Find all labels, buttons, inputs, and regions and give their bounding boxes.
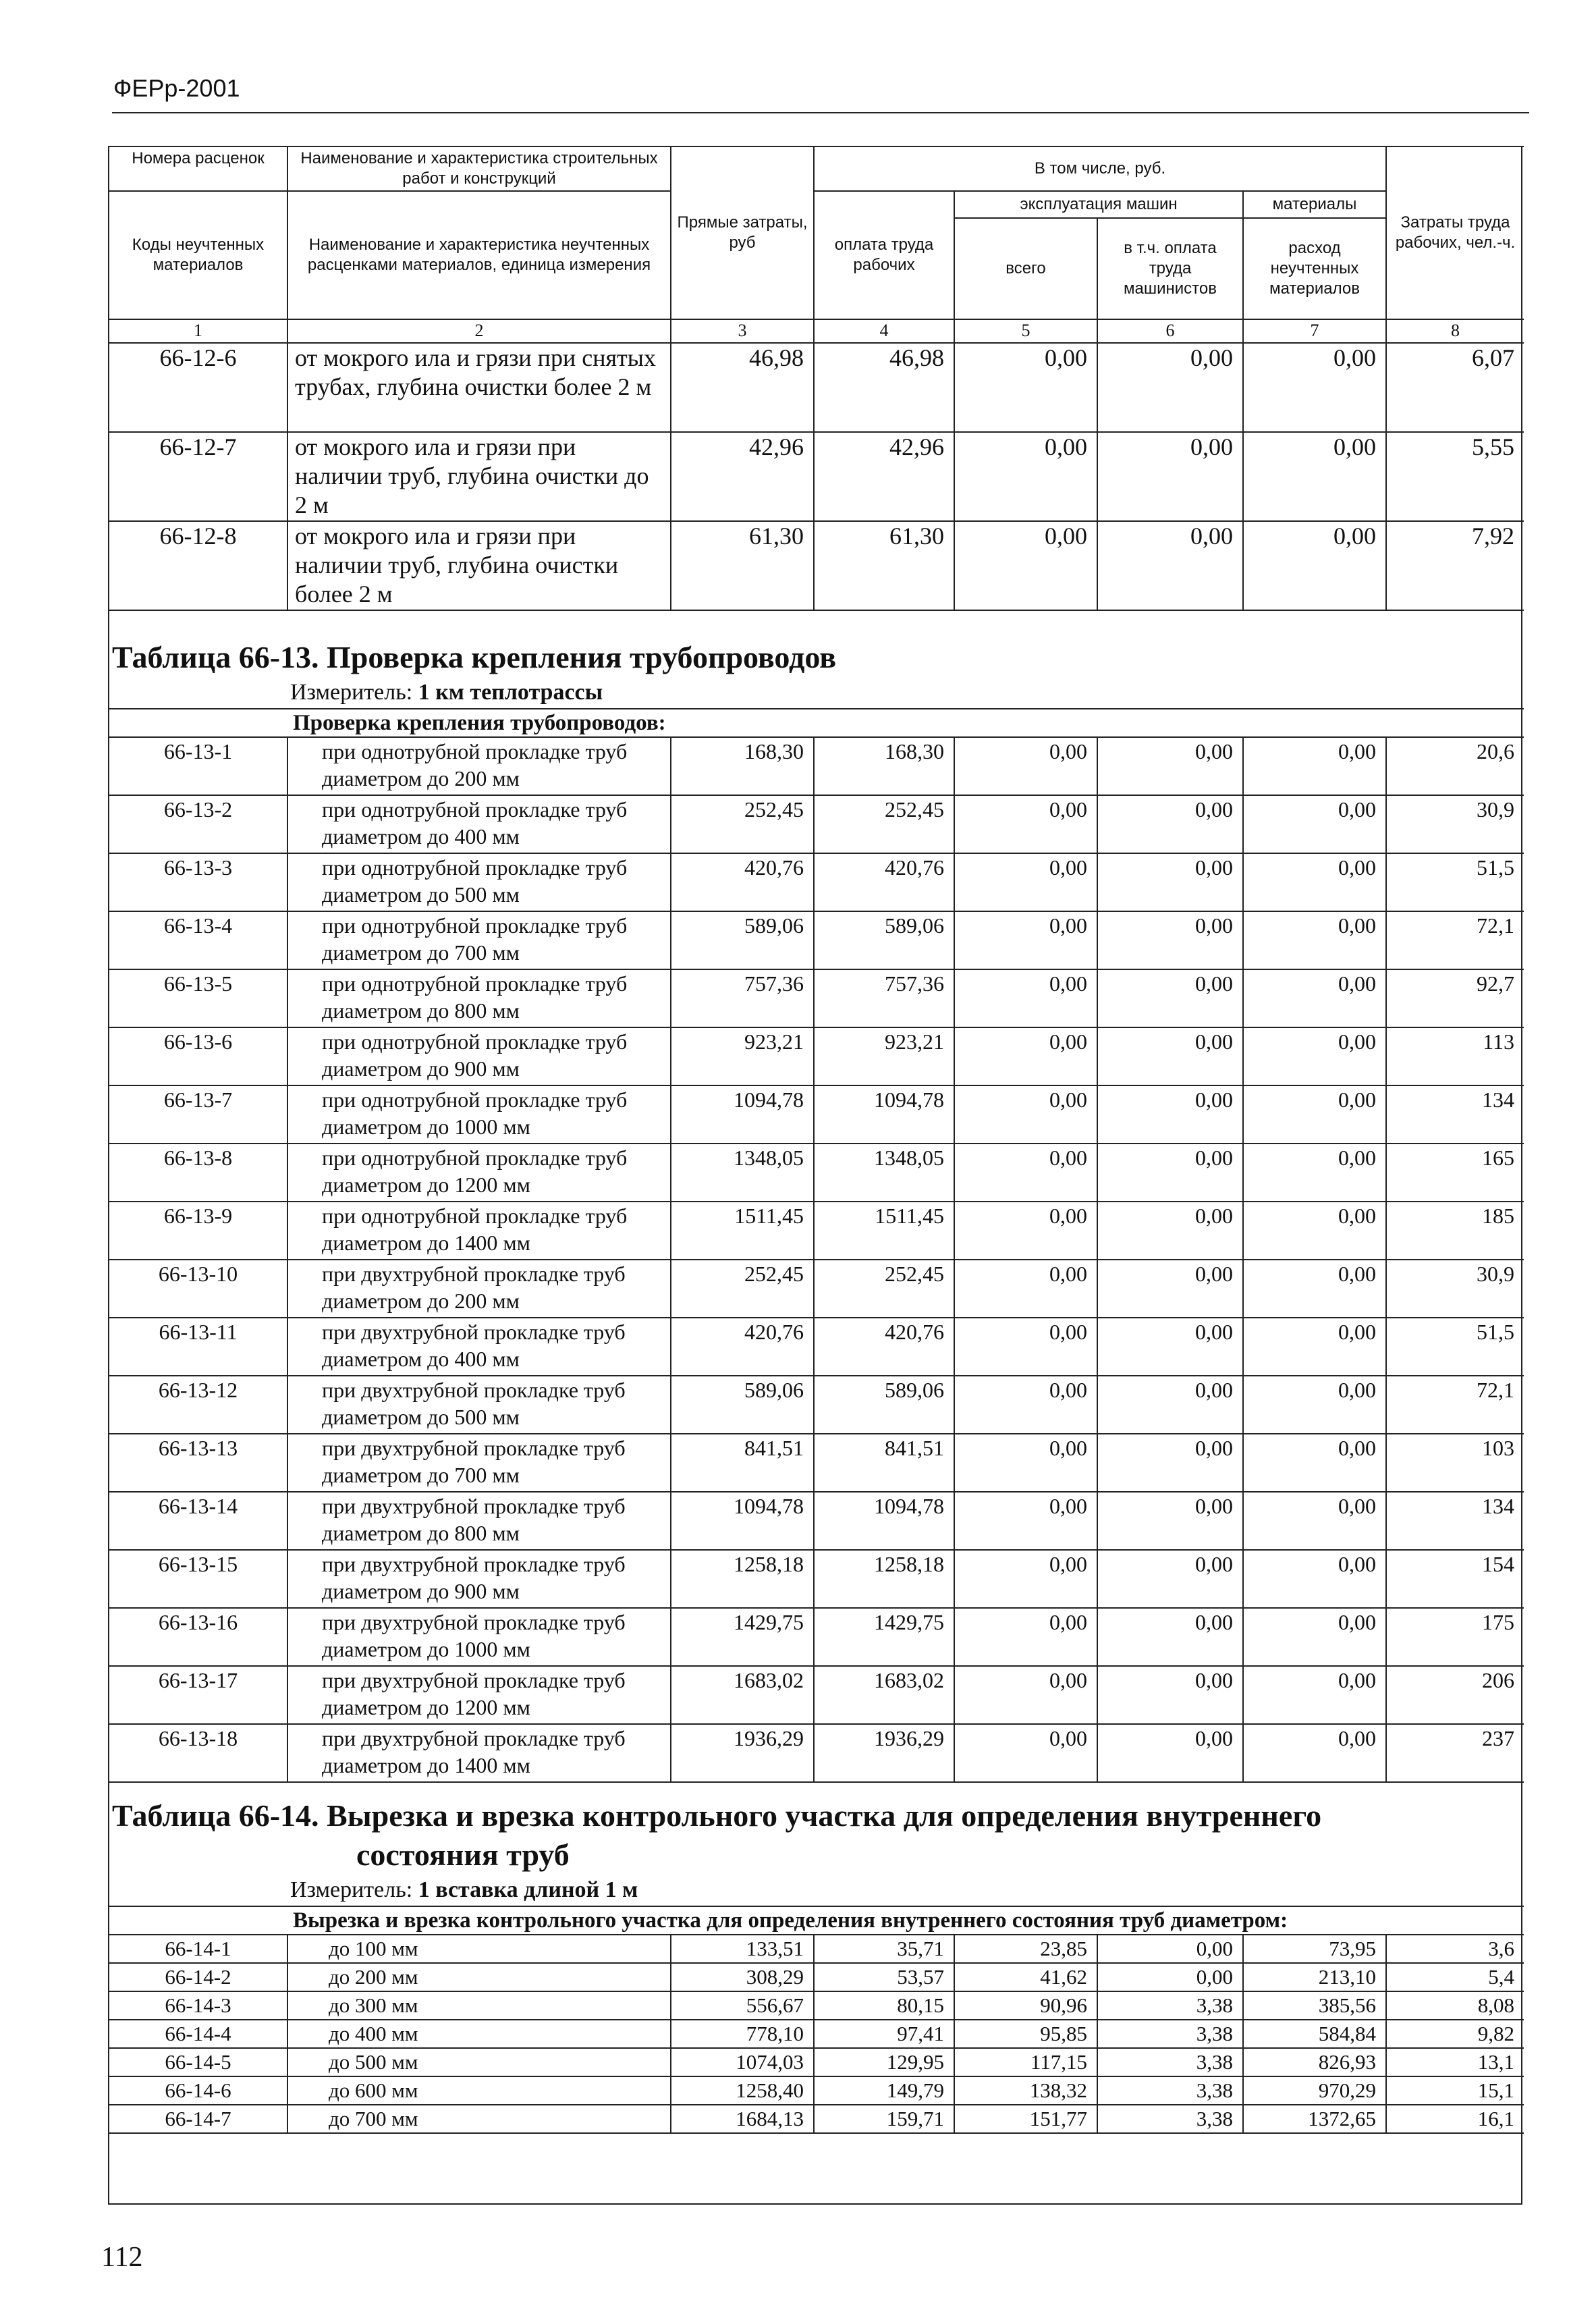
labor-hours: 20,6 xyxy=(1386,737,1524,795)
table-gap xyxy=(109,610,1524,638)
machines-total: 0,00 xyxy=(954,737,1097,795)
machines-total: 0,00 xyxy=(954,795,1097,853)
rate-code: 66-13-17 xyxy=(109,1666,287,1724)
materials-cost: 0,00 xyxy=(1243,521,1386,610)
measurement-unit: 1 вставка длиной 1 м xyxy=(418,1877,638,1902)
machines-total: 0,00 xyxy=(954,853,1097,911)
header-rule xyxy=(112,112,1529,113)
worker-pay: 589,06 xyxy=(814,911,954,969)
labor-hours: 13,1 xyxy=(1386,2048,1524,2076)
table-row xyxy=(109,1202,1524,1260)
direct-costs: 420,76 xyxy=(671,853,814,911)
direct-costs: 252,45 xyxy=(671,1260,814,1318)
direct-costs: 1074,03 xyxy=(671,2048,814,2076)
work-description: при однотрубной прокладке труб диаметром до 500 мм xyxy=(287,853,671,911)
operators-pay: 0,00 xyxy=(1097,1085,1243,1144)
work-description: от мокрого ила и грязи при наличии труб, глубина очистки более 2 м xyxy=(287,521,671,610)
worker-pay: 1511,45 xyxy=(814,1202,954,1260)
labor-hours: 3,6 xyxy=(1386,1935,1524,1963)
column-number: 4 xyxy=(814,319,954,343)
table-row xyxy=(109,2048,1524,2076)
including-header: В том числе, руб. xyxy=(814,146,1386,191)
worker-pay: 35,71 xyxy=(814,1935,954,1963)
table-row xyxy=(109,1085,1524,1144)
labor-hours: 30,9 xyxy=(1386,795,1524,853)
work-description: до 200 мм xyxy=(287,1963,671,1991)
machines-total: 117,15 xyxy=(954,2048,1097,2076)
rates-sheet xyxy=(108,146,1522,2205)
labor-hours: 134 xyxy=(1386,1085,1524,1144)
rate-code: 66-13-2 xyxy=(109,795,287,853)
rate-code: 66-14-3 xyxy=(109,1991,287,2020)
direct-costs: 61,30 xyxy=(671,521,814,610)
col-labor-hours-header: Затраты труда рабочих, чел.-ч. xyxy=(1386,146,1524,319)
table-row xyxy=(109,1550,1524,1608)
materials-cost: 0,00 xyxy=(1243,1376,1386,1434)
worker-pay: 159,71 xyxy=(814,2105,954,2133)
operators-pay: 0,00 xyxy=(1097,432,1243,521)
column-numbers-row xyxy=(109,319,1524,343)
rate-code: 66-13-14 xyxy=(109,1492,287,1550)
machines-total: 0,00 xyxy=(954,1550,1097,1608)
document-code: ФЕРр-2001 xyxy=(113,74,240,102)
labor-hours: 8,08 xyxy=(1386,1991,1524,2020)
column-number: 7 xyxy=(1243,319,1386,343)
worker-pay: 42,96 xyxy=(814,432,954,521)
table-row xyxy=(109,1991,1524,2020)
machines-total: 0,00 xyxy=(954,1144,1097,1202)
labor-hours: 30,9 xyxy=(1386,1260,1524,1318)
operators-pay: 0,00 xyxy=(1097,343,1243,432)
col-operators-pay-header: в т.ч. оплата труда машинистов xyxy=(1097,218,1243,319)
operators-pay: 0,00 xyxy=(1097,1935,1243,1963)
table-66-13-caption: Таблица 66-13. Проверка крепления трубопроводов xyxy=(112,639,837,674)
operators-pay: 0,00 xyxy=(1097,521,1243,610)
materials-header: материалы xyxy=(1243,191,1386,218)
labor-hours: 5,55 xyxy=(1386,432,1524,521)
machines-total: 95,85 xyxy=(954,2020,1097,2048)
labor-hours: 103 xyxy=(1386,1434,1524,1492)
labor-hours: 9,82 xyxy=(1386,2020,1524,2048)
col-rate-number-header: Номера расценок xyxy=(109,146,287,191)
direct-costs: 841,51 xyxy=(671,1434,814,1492)
operators-pay: 0,00 xyxy=(1097,1318,1243,1376)
column-number: 2 xyxy=(287,319,671,343)
work-description: до 400 мм xyxy=(287,2020,671,2048)
worker-pay: 757,36 xyxy=(814,969,954,1027)
labor-hours: 237 xyxy=(1386,1724,1524,1782)
operators-pay: 0,00 xyxy=(1097,911,1243,969)
work-description: при однотрубной прокладке труб диаметром до 200 мм xyxy=(287,737,671,795)
labor-hours: 15,1 xyxy=(1386,2076,1524,2105)
table-row xyxy=(109,1027,1524,1085)
machines-total: 0,00 xyxy=(954,1085,1097,1144)
machines-total: 0,00 xyxy=(954,1318,1097,1376)
worker-pay: 589,06 xyxy=(814,1376,954,1434)
rate-code: 66-14-7 xyxy=(109,2105,287,2133)
machines-total: 0,00 xyxy=(954,911,1097,969)
work-description: при двухтрубной прокладке труб диаметром до 800 мм xyxy=(287,1492,671,1550)
machines-total: 0,00 xyxy=(954,343,1097,432)
direct-costs: 133,51 xyxy=(671,1935,814,1963)
machines-total: 0,00 xyxy=(954,1202,1097,1260)
table-row xyxy=(109,1434,1524,1492)
col-material-consumption-header: расход неучтенных материалов xyxy=(1243,218,1386,319)
work-description: до 100 мм xyxy=(287,1935,671,1963)
materials-cost: 0,00 xyxy=(1243,1608,1386,1666)
worker-pay: 149,79 xyxy=(814,2076,954,2105)
materials-cost: 0,00 xyxy=(1243,853,1386,911)
table-66-13-body xyxy=(109,737,1524,1782)
measurement-label: Измеритель: xyxy=(290,679,413,705)
operators-pay: 0,00 xyxy=(1097,1434,1243,1492)
table-row xyxy=(109,1376,1524,1434)
operators-pay: 3,38 xyxy=(1097,1991,1243,2020)
group-heading: Вырезка и врезка контрольного участка для определения внутреннего состояния труб диаметром: xyxy=(109,1906,1524,1935)
table-66-12-body xyxy=(109,343,1524,610)
rate-code: 66-13-1 xyxy=(109,737,287,795)
direct-costs: 1348,05 xyxy=(671,1144,814,1202)
labor-hours: 92,7 xyxy=(1386,969,1524,1027)
direct-costs: 1258,18 xyxy=(671,1550,814,1608)
col-machines-total-header: всего xyxy=(954,218,1097,319)
worker-pay: 97,41 xyxy=(814,2020,954,2048)
materials-cost: 0,00 xyxy=(1243,1492,1386,1550)
worker-pay: 252,45 xyxy=(814,1260,954,1318)
machines-total: 0,00 xyxy=(954,1492,1097,1550)
work-description: от мокрого ила и грязи при снятых трубах, глубина очистки более 2 м xyxy=(287,343,671,432)
worker-pay: 80,15 xyxy=(814,1991,954,2020)
rate-code: 66-13-18 xyxy=(109,1724,287,1782)
rate-code: 66-14-5 xyxy=(109,2048,287,2076)
worker-pay: 841,51 xyxy=(814,1434,954,1492)
column-number: 1 xyxy=(109,319,287,343)
operators-pay: 0,00 xyxy=(1097,737,1243,795)
operators-pay: 0,00 xyxy=(1097,1202,1243,1260)
col-material-codes-header: Коды неучтенных материалов xyxy=(109,191,287,319)
table-row xyxy=(109,911,1524,969)
direct-costs: 556,67 xyxy=(671,1991,814,2020)
direct-costs: 1094,78 xyxy=(671,1492,814,1550)
direct-costs: 1936,29 xyxy=(671,1724,814,1782)
materials-cost: 0,00 xyxy=(1243,1027,1386,1085)
operators-pay: 0,00 xyxy=(1097,969,1243,1027)
worker-pay: 53,57 xyxy=(814,1963,954,1991)
work-description: при двухтрубной прокладке труб диаметром до 1000 мм xyxy=(287,1608,671,1666)
machines-total: 0,00 xyxy=(954,432,1097,521)
table-header xyxy=(109,146,1524,343)
rate-code: 66-13-11 xyxy=(109,1318,287,1376)
worker-pay: 1258,18 xyxy=(814,1550,954,1608)
machines-total: 0,00 xyxy=(954,1608,1097,1666)
table-row xyxy=(109,432,1524,521)
operators-pay: 0,00 xyxy=(1097,1027,1243,1085)
worker-pay: 1348,05 xyxy=(814,1144,954,1202)
direct-costs: 420,76 xyxy=(671,1318,814,1376)
table-row xyxy=(109,969,1524,1027)
column-number: 5 xyxy=(954,319,1097,343)
operators-pay: 0,00 xyxy=(1097,1492,1243,1550)
labor-hours: 72,1 xyxy=(1386,1376,1524,1434)
machines-total: 0,00 xyxy=(954,1260,1097,1318)
labor-hours: 185 xyxy=(1386,1202,1524,1260)
operators-pay: 0,00 xyxy=(1097,1666,1243,1724)
machines-total: 0,00 xyxy=(954,969,1097,1027)
table-row xyxy=(109,2020,1524,2048)
operators-pay: 3,38 xyxy=(1097,2048,1243,2076)
column-number: 3 xyxy=(671,319,814,343)
work-description: от мокрого ила и грязи при наличии труб, глубина очистки до 2 м xyxy=(287,432,671,521)
materials-cost: 0,00 xyxy=(1243,1144,1386,1202)
work-description: при однотрубной прокладке труб диаметром до 1400 мм xyxy=(287,1202,671,1260)
work-description: при двухтрубной прокладке труб диаметром до 900 мм xyxy=(287,1550,671,1608)
machines-total: 0,00 xyxy=(954,1027,1097,1085)
rate-code: 66-13-16 xyxy=(109,1608,287,1666)
labor-hours: 175 xyxy=(1386,1608,1524,1666)
materials-cost: 1372,65 xyxy=(1243,2105,1386,2133)
labor-hours: 113 xyxy=(1386,1027,1524,1085)
rate-code: 66-13-4 xyxy=(109,911,287,969)
labor-hours: 154 xyxy=(1386,1550,1524,1608)
operators-pay: 0,00 xyxy=(1097,1550,1243,1608)
worker-pay: 46,98 xyxy=(814,343,954,432)
work-description: при двухтрубной прокладке труб диаметром до 700 мм xyxy=(287,1434,671,1492)
work-description: до 300 мм xyxy=(287,1991,671,2020)
table-row xyxy=(109,1608,1524,1666)
operators-pay: 0,00 xyxy=(1097,1260,1243,1318)
materials-cost: 0,00 xyxy=(1243,795,1386,853)
worker-pay: 252,45 xyxy=(814,795,954,853)
direct-costs: 1258,40 xyxy=(671,2076,814,2105)
table-66-14-caption-line2: состояния труб xyxy=(356,1837,570,1872)
table-row xyxy=(109,795,1524,853)
machines-total: 0,00 xyxy=(954,1724,1097,1782)
materials-cost: 385,56 xyxy=(1243,1991,1386,2020)
rate-code: 66-12-6 xyxy=(109,343,287,432)
table-row xyxy=(109,1963,1524,1991)
direct-costs: 1429,75 xyxy=(671,1608,814,1666)
rate-code: 66-13-5 xyxy=(109,969,287,1027)
table-row xyxy=(109,1492,1524,1550)
measurement-unit: 1 км теплотрассы xyxy=(418,679,603,705)
materials-cost: 0,00 xyxy=(1243,737,1386,795)
materials-cost: 0,00 xyxy=(1243,1085,1386,1144)
worker-pay: 1094,78 xyxy=(814,1492,954,1550)
operators-pay: 0,00 xyxy=(1097,1144,1243,1202)
operators-pay: 3,38 xyxy=(1097,2076,1243,2105)
table-66-14-body xyxy=(109,1935,1524,2133)
materials-cost: 970,29 xyxy=(1243,2076,1386,2105)
table-row xyxy=(109,1666,1524,1724)
worker-pay: 420,76 xyxy=(814,853,954,911)
materials-cost: 0,00 xyxy=(1243,432,1386,521)
rate-code: 66-14-6 xyxy=(109,2076,287,2105)
materials-cost: 0,00 xyxy=(1243,1318,1386,1376)
materials-cost: 73,95 xyxy=(1243,1935,1386,1963)
work-description: при однотрубной прокладке труб диаметром до 900 мм xyxy=(287,1027,671,1085)
work-description: при однотрубной прокладке труб диаметром до 700 мм xyxy=(287,911,671,969)
work-description: при двухтрубной прокладке труб диаметром до 400 мм xyxy=(287,1318,671,1376)
operators-pay: 0,00 xyxy=(1097,853,1243,911)
materials-cost: 0,00 xyxy=(1243,969,1386,1027)
materials-cost: 0,00 xyxy=(1243,1434,1386,1492)
work-description: при однотрубной прокладке труб диаметром до 800 мм xyxy=(287,969,671,1027)
work-description: при однотрубной прокладке труб диаметром до 400 мм xyxy=(287,795,671,853)
col-direct-costs-header: Прямые затраты, руб xyxy=(671,146,814,319)
direct-costs: 757,36 xyxy=(671,969,814,1027)
machines-total: 138,32 xyxy=(954,2076,1097,2105)
machines-total: 0,00 xyxy=(954,1376,1097,1434)
labor-hours: 206 xyxy=(1386,1666,1524,1724)
worker-pay: 1683,02 xyxy=(814,1666,954,1724)
direct-costs: 923,21 xyxy=(671,1027,814,1085)
work-description: до 700 мм xyxy=(287,2105,671,2133)
machines-total: 0,00 xyxy=(954,1434,1097,1492)
rate-code: 66-13-12 xyxy=(109,1376,287,1434)
rate-code: 66-13-7 xyxy=(109,1085,287,1144)
machines-total: 90,96 xyxy=(954,1991,1097,2020)
operators-pay: 0,00 xyxy=(1097,1963,1243,1991)
machines-total: 151,77 xyxy=(954,2105,1097,2133)
rate-code: 66-13-10 xyxy=(109,1260,287,1318)
column-number: 6 xyxy=(1097,319,1243,343)
col-material-name-header: Наименование и характеристика неучтенных расценками материалов, единица измерения xyxy=(287,191,671,319)
machines-total: 0,00 xyxy=(954,521,1097,610)
materials-cost: 0,00 xyxy=(1243,1550,1386,1608)
direct-costs: 1683,02 xyxy=(671,1666,814,1724)
machines-total: 23,85 xyxy=(954,1935,1097,1963)
table-66-14-caption-line1: Таблица 66-14. Вырезка и врезка контрольного участка для определения внутреннего xyxy=(112,1798,1322,1833)
column-number: 8 xyxy=(1386,319,1524,343)
table-gap xyxy=(109,1782,1524,1796)
operators-pay: 0,00 xyxy=(1097,1608,1243,1666)
direct-costs: 42,96 xyxy=(671,432,814,521)
work-description: при однотрубной прокладке труб диаметром до 1000 мм xyxy=(287,1085,671,1144)
direct-costs: 1094,78 xyxy=(671,1085,814,1144)
operators-pay: 0,00 xyxy=(1097,1376,1243,1434)
work-description: до 600 мм xyxy=(287,2076,671,2105)
col-worker-pay-header: оплата труда рабочих xyxy=(814,191,954,319)
worker-pay: 61,30 xyxy=(814,521,954,610)
table-row xyxy=(109,521,1524,610)
materials-cost: 826,93 xyxy=(1243,2048,1386,2076)
rate-code: 66-14-2 xyxy=(109,1963,287,1991)
table-row xyxy=(109,1260,1524,1318)
machines-header: эксплуатация машин xyxy=(954,191,1243,218)
labor-hours: 51,5 xyxy=(1386,1318,1524,1376)
labor-hours: 72,1 xyxy=(1386,911,1524,969)
col-work-name-header: Наименование и характеристика строительных работ и конструкций xyxy=(287,146,671,191)
table-row xyxy=(109,343,1524,432)
labor-hours: 16,1 xyxy=(1386,2105,1524,2133)
worker-pay: 1429,75 xyxy=(814,1608,954,1666)
labor-hours: 7,92 xyxy=(1386,521,1524,610)
rate-code: 66-13-15 xyxy=(109,1550,287,1608)
work-description: при двухтрубной прокладке труб диаметром до 200 мм xyxy=(287,1260,671,1318)
table-row xyxy=(109,1318,1524,1376)
work-description: при двухтрубной прокладке труб диаметром до 1400 мм xyxy=(287,1724,671,1782)
rate-code: 66-14-1 xyxy=(109,1935,287,1963)
machines-total: 0,00 xyxy=(954,1666,1097,1724)
direct-costs: 308,29 xyxy=(671,1963,814,1991)
operators-pay: 0,00 xyxy=(1097,795,1243,853)
rate-code: 66-13-8 xyxy=(109,1144,287,1202)
table-row xyxy=(109,1724,1524,1782)
worker-pay: 129,95 xyxy=(814,2048,954,2076)
labor-hours: 6,07 xyxy=(1386,343,1524,432)
materials-cost: 0,00 xyxy=(1243,911,1386,969)
labor-hours: 51,5 xyxy=(1386,853,1524,911)
materials-cost: 0,00 xyxy=(1243,1666,1386,1724)
labor-hours: 165 xyxy=(1386,1144,1524,1202)
rate-code: 66-13-3 xyxy=(109,853,287,911)
materials-cost: 0,00 xyxy=(1243,1260,1386,1318)
table-row xyxy=(109,853,1524,911)
materials-cost: 0,00 xyxy=(1243,343,1386,432)
direct-costs: 778,10 xyxy=(671,2020,814,2048)
direct-costs: 46,98 xyxy=(671,343,814,432)
table-row xyxy=(109,2076,1524,2105)
worker-pay: 1936,29 xyxy=(814,1724,954,1782)
operators-pay: 3,38 xyxy=(1097,2105,1243,2133)
worker-pay: 1094,78 xyxy=(814,1085,954,1144)
direct-costs: 1511,45 xyxy=(671,1202,814,1260)
table-row xyxy=(109,1144,1524,1202)
operators-pay: 0,00 xyxy=(1097,1724,1243,1782)
materials-cost: 0,00 xyxy=(1243,1202,1386,1260)
machines-total: 41,62 xyxy=(954,1963,1097,1991)
rate-code: 66-13-13 xyxy=(109,1434,287,1492)
worker-pay: 420,76 xyxy=(814,1318,954,1376)
worker-pay: 168,30 xyxy=(814,737,954,795)
rate-code: 66-13-6 xyxy=(109,1027,287,1085)
operators-pay: 3,38 xyxy=(1097,2020,1243,2048)
group-heading: Проверка крепления трубопроводов: xyxy=(109,709,1524,737)
labor-hours: 5,4 xyxy=(1386,1963,1524,1991)
work-description: до 500 мм xyxy=(287,2048,671,2076)
page-number: 112 xyxy=(101,2242,143,2273)
table-row xyxy=(109,2105,1524,2133)
table-row xyxy=(109,1935,1524,1963)
rate-code: 66-12-8 xyxy=(109,521,287,610)
worker-pay: 923,21 xyxy=(814,1027,954,1085)
labor-hours: 134 xyxy=(1386,1492,1524,1550)
direct-costs: 1684,13 xyxy=(671,2105,814,2133)
work-description: при двухтрубной прокладке труб диаметром до 1200 мм xyxy=(287,1666,671,1724)
materials-cost: 0,00 xyxy=(1243,1724,1386,1782)
measurement-label: Измеритель: xyxy=(290,1877,413,1902)
rate-code: 66-14-4 xyxy=(109,2020,287,2048)
work-description: при двухтрубной прокладке труб диаметром до 500 мм xyxy=(287,1376,671,1434)
table-row xyxy=(109,737,1524,795)
rate-code: 66-13-9 xyxy=(109,1202,287,1260)
materials-cost: 213,10 xyxy=(1243,1963,1386,1991)
direct-costs: 168,30 xyxy=(671,737,814,795)
rate-code: 66-12-7 xyxy=(109,432,287,521)
direct-costs: 252,45 xyxy=(671,795,814,853)
rates-table xyxy=(109,146,1524,2134)
work-description: при однотрубной прокладке труб диаметром до 1200 мм xyxy=(287,1144,671,1202)
materials-cost: 584,84 xyxy=(1243,2020,1386,2048)
direct-costs: 589,06 xyxy=(671,1376,814,1434)
direct-costs: 589,06 xyxy=(671,911,814,969)
